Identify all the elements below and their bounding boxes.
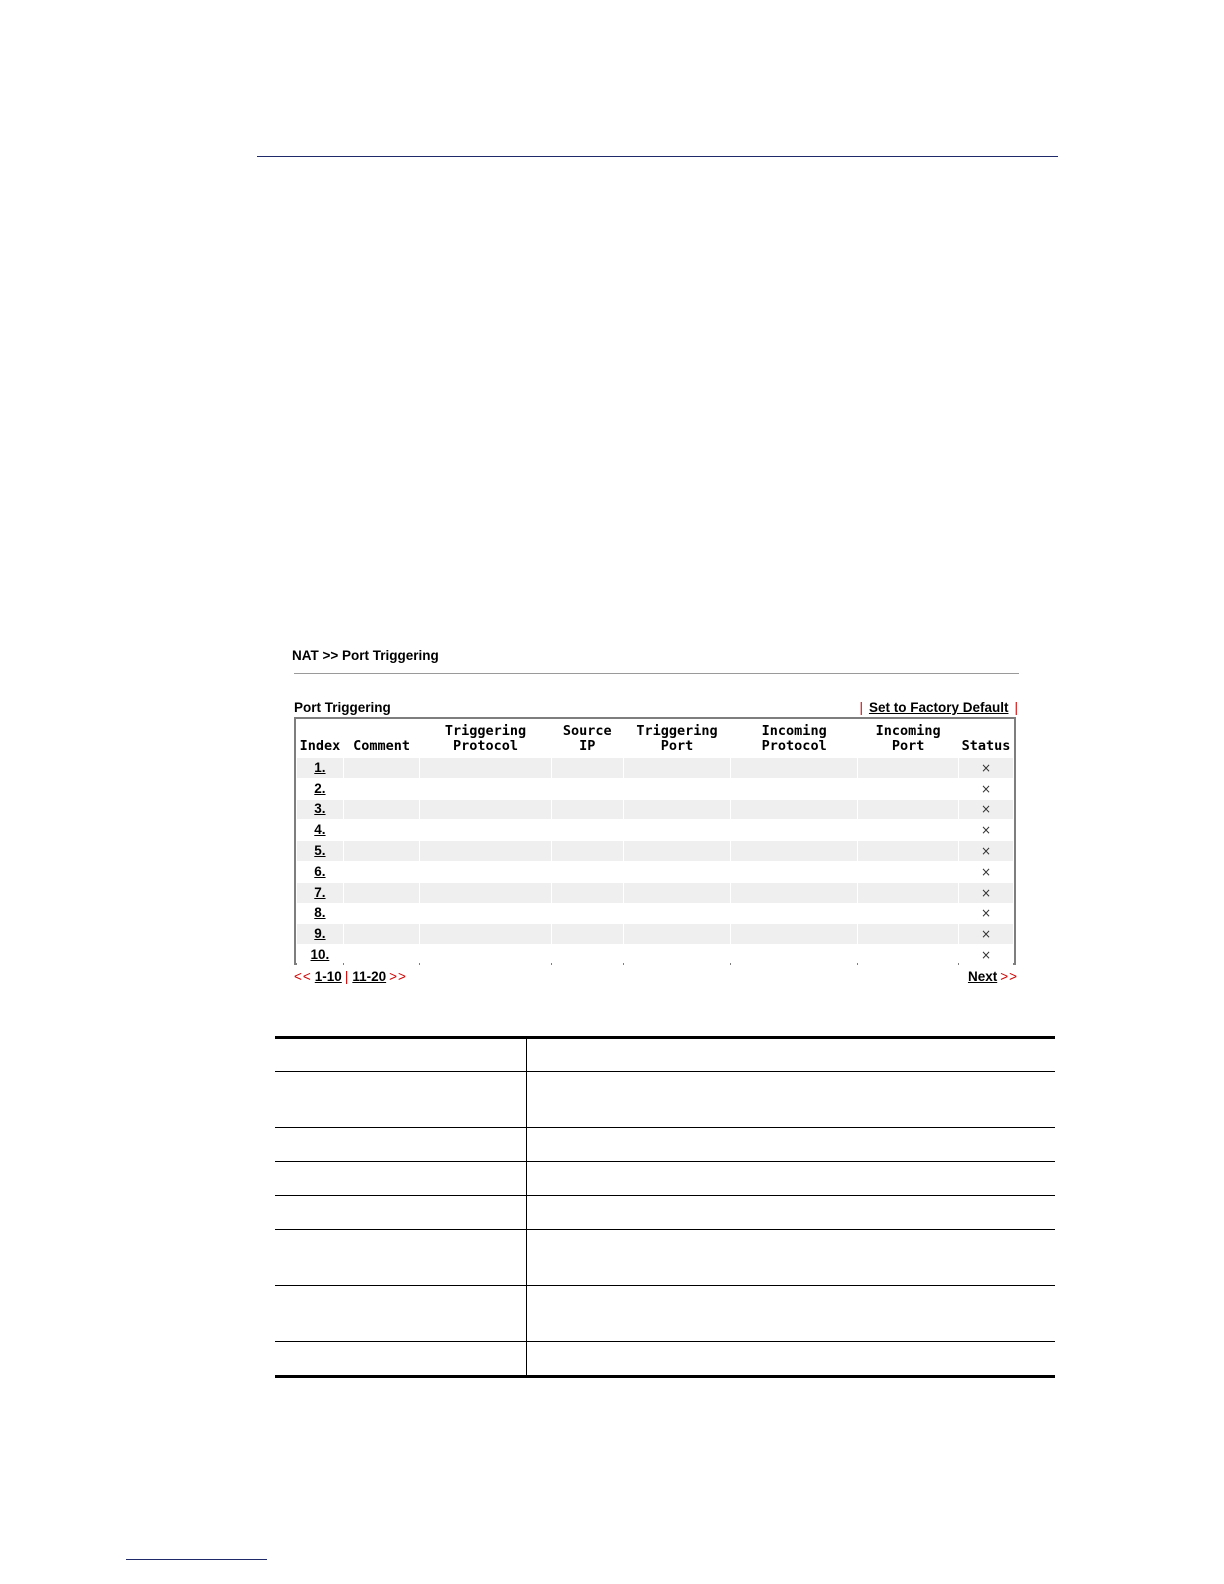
description-cell: [527, 1342, 1056, 1377]
table-row: [275, 1038, 1055, 1072]
table-row: [297, 779, 1013, 799]
next-arrows-icon[interactable]: >>: [389, 969, 407, 984]
source-ip-cell: [552, 862, 623, 882]
index-cell: [297, 841, 343, 861]
section-title: Port Triggering: [294, 700, 391, 715]
pipe-separator: |: [859, 700, 863, 715]
index-link[interactable]: 10.: [310, 947, 330, 963]
index-link[interactable]: 9.: [314, 926, 326, 942]
index-link[interactable]: 2.: [314, 780, 326, 796]
triggering-protocol-cell: [420, 841, 550, 861]
triggering-protocol-cell: [420, 883, 550, 903]
pipe-separator: |: [1014, 700, 1018, 715]
footer-rule: [126, 1559, 267, 1560]
status-disabled-icon: ×: [959, 904, 1013, 924]
index-link[interactable]: 6.: [314, 863, 326, 879]
incoming-protocol-cell: [731, 904, 857, 924]
incoming-port-cell: [858, 883, 958, 903]
index-link[interactable]: 8.: [314, 905, 326, 921]
description-cell: [527, 1196, 1056, 1230]
table-row: [297, 862, 1013, 882]
breadcrumb: NAT >> Port Triggering: [292, 648, 439, 663]
incoming-protocol-cell: [731, 841, 857, 861]
status-disabled-icon: ×: [959, 800, 1013, 820]
status-disabled-icon: ×: [959, 945, 1013, 965]
comment-cell: [344, 820, 419, 840]
table-row: [297, 758, 1013, 778]
comment-cell: [344, 841, 419, 861]
pager-separator: |: [344, 969, 350, 984]
col-header-triggering-protocol: Triggering Protocol: [444, 723, 527, 754]
table-row: [297, 883, 1013, 903]
triggering-port-cell: [624, 800, 730, 820]
index-link[interactable]: 7.: [314, 884, 326, 900]
page-link-11-20[interactable]: 11-20: [352, 969, 387, 984]
item-cell: [275, 1128, 527, 1162]
incoming-protocol-cell: [731, 862, 857, 882]
index-cell: [297, 945, 343, 965]
col-header-incoming-port: Incoming Port: [875, 723, 941, 754]
incoming-port-cell: [858, 862, 958, 882]
item-cell: [275, 1196, 527, 1230]
incoming-port-cell: [858, 924, 958, 944]
triggering-port-cell: [624, 883, 730, 903]
source-ip-cell: [552, 904, 623, 924]
status-disabled-icon: ×: [959, 841, 1013, 861]
index-link[interactable]: 1.: [314, 759, 326, 775]
comment-cell: [344, 779, 419, 799]
index-cell: [297, 758, 343, 778]
item-cell: [275, 1342, 527, 1377]
index-cell: [297, 800, 343, 820]
set-factory-default-link[interactable]: Set to Factory Default: [868, 700, 1009, 715]
comment-cell: [344, 800, 419, 820]
table-row: [275, 1342, 1055, 1377]
status-disabled-icon: ×: [959, 883, 1013, 903]
item-cell: [275, 1162, 527, 1196]
triggering-port-cell: [624, 820, 730, 840]
description-cell: [527, 1038, 1056, 1072]
page-header-rule: [257, 156, 1058, 157]
description-table: [275, 1036, 1055, 1378]
incoming-port-cell: [858, 841, 958, 861]
page-range-pager: [294, 969, 407, 984]
triggering-protocol-cell: [420, 779, 550, 799]
item-cell: [275, 1286, 527, 1342]
table-row: [275, 1196, 1055, 1230]
table-row: [275, 1128, 1055, 1162]
index-cell: [297, 904, 343, 924]
index-link[interactable]: 5.: [314, 843, 326, 859]
incoming-port-cell: [858, 800, 958, 820]
col-header-comment: Comment: [353, 738, 410, 754]
triggering-protocol-cell: [420, 904, 550, 924]
triggering-protocol-cell: [420, 820, 550, 840]
triggering-protocol-cell: [420, 945, 550, 965]
incoming-port-cell: [858, 758, 958, 778]
port-triggering-table: [294, 717, 1016, 965]
table-row: [297, 820, 1013, 840]
description-cell: [527, 1128, 1056, 1162]
source-ip-cell: [552, 820, 623, 840]
status-disabled-icon: ×: [959, 924, 1013, 944]
triggering-port-cell: [624, 924, 730, 944]
description-cell: [527, 1162, 1056, 1196]
source-ip-cell: [552, 924, 623, 944]
next-pager: [965, 969, 1018, 984]
source-ip-cell: [552, 758, 623, 778]
incoming-protocol-cell: [731, 883, 857, 903]
status-disabled-icon: ×: [959, 779, 1013, 799]
comment-cell: [344, 904, 419, 924]
table-header-row: [297, 720, 1013, 757]
page-link-1-10[interactable]: 1-10: [314, 969, 342, 984]
breadcrumb-divider: [294, 673, 1019, 674]
table-row: [275, 1072, 1055, 1128]
incoming-protocol-cell: [731, 779, 857, 799]
index-link[interactable]: 3.: [314, 801, 326, 817]
col-header-source-ip: Source IP: [562, 723, 612, 754]
table-row: [275, 1162, 1055, 1196]
triggering-port-cell: [624, 862, 730, 882]
index-cell: [297, 779, 343, 799]
status-disabled-icon: ×: [959, 820, 1013, 840]
col-header-status: Status: [961, 738, 1011, 754]
comment-cell: [344, 862, 419, 882]
source-ip-cell: [552, 841, 623, 861]
source-ip-cell: [552, 945, 623, 965]
incoming-protocol-cell: [731, 945, 857, 965]
incoming-port-cell: [858, 904, 958, 924]
table-row: [297, 924, 1013, 944]
description-cell: [527, 1286, 1056, 1342]
triggering-protocol-cell: [420, 758, 550, 778]
col-header-incoming-protocol: Incoming Protocol: [761, 723, 827, 754]
incoming-port-cell: [858, 945, 958, 965]
table-row: [297, 800, 1013, 820]
index-cell: [297, 883, 343, 903]
triggering-port-cell: [624, 945, 730, 965]
index-link[interactable]: 4.: [314, 822, 326, 838]
source-ip-cell: [552, 779, 623, 799]
table-row: [275, 1230, 1055, 1286]
table-row: [297, 841, 1013, 861]
incoming-protocol-cell: [731, 820, 857, 840]
incoming-protocol-cell: [731, 758, 857, 778]
prev-arrows-icon[interactable]: <<: [294, 969, 312, 984]
next-arrows-icon[interactable]: >>: [1000, 969, 1018, 984]
table-row: [275, 1286, 1055, 1342]
table-row: [297, 904, 1013, 924]
description-cell: [527, 1230, 1056, 1286]
triggering-port-cell: [624, 841, 730, 861]
triggering-port-cell: [624, 904, 730, 924]
triggering-port-cell: [624, 779, 730, 799]
description-cell: [527, 1072, 1056, 1128]
triggering-protocol-cell: [420, 862, 550, 882]
index-cell: [297, 820, 343, 840]
comment-cell: [344, 945, 419, 965]
col-header-index: Index: [299, 738, 341, 754]
comment-cell: [344, 883, 419, 903]
index-cell: [297, 862, 343, 882]
incoming-protocol-cell: [731, 800, 857, 820]
comment-cell: [344, 924, 419, 944]
table-row: [297, 945, 1013, 965]
incoming-port-cell: [858, 820, 958, 840]
incoming-protocol-cell: [731, 924, 857, 944]
item-cell: [275, 1038, 527, 1072]
triggering-port-cell: [624, 758, 730, 778]
item-cell: [275, 1230, 527, 1286]
col-header-triggering-port: Triggering Port: [636, 723, 718, 754]
triggering-protocol-cell: [420, 924, 550, 944]
status-disabled-icon: ×: [959, 758, 1013, 778]
incoming-port-cell: [858, 779, 958, 799]
source-ip-cell: [552, 883, 623, 903]
next-link[interactable]: Next: [967, 969, 998, 984]
status-disabled-icon: ×: [959, 862, 1013, 882]
comment-cell: [344, 758, 419, 778]
source-ip-cell: [552, 800, 623, 820]
factory-default-bar: [859, 700, 1018, 715]
item-cell: [275, 1072, 527, 1128]
port-triggering-panel: [286, 640, 1026, 990]
triggering-protocol-cell: [420, 800, 550, 820]
index-cell: [297, 924, 343, 944]
